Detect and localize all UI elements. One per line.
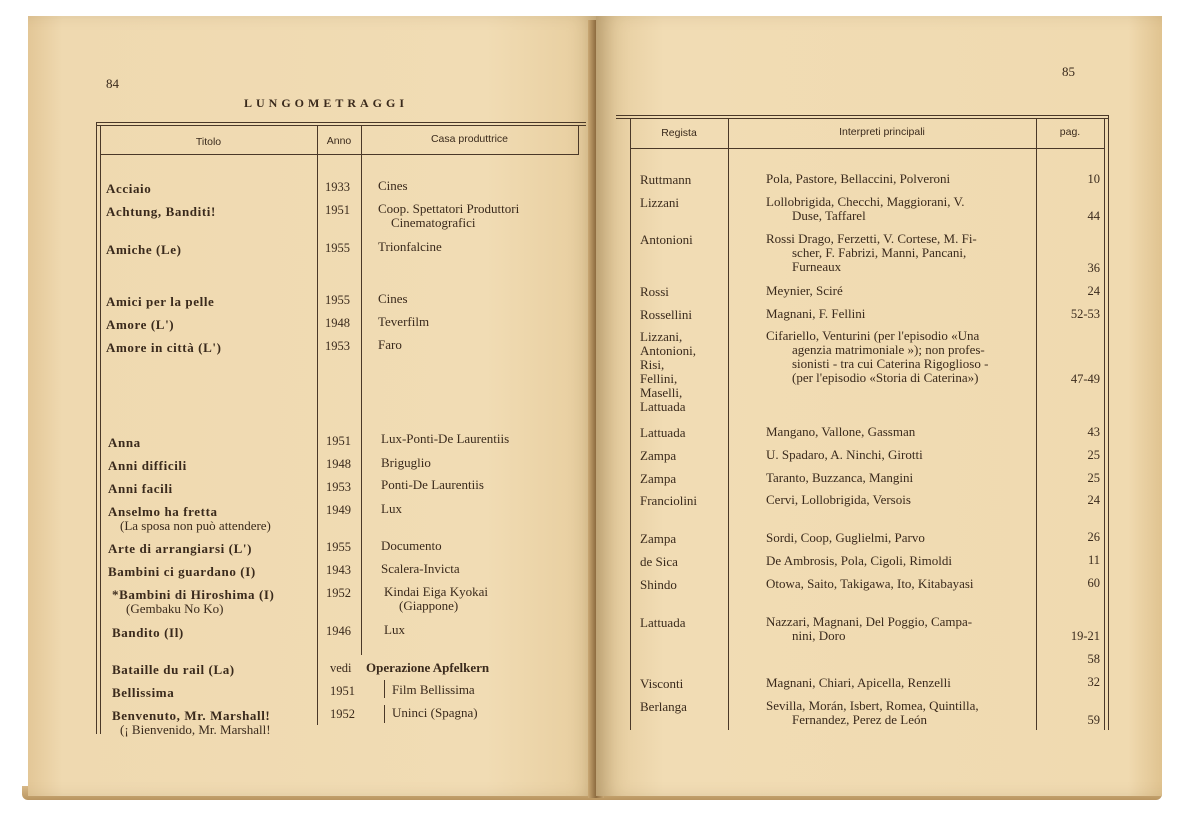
cast: Taranto, Buzzanca, Mangini	[766, 470, 914, 485]
film-title: Bandito (Il)	[112, 625, 184, 640]
page-ref: 36	[1087, 261, 1100, 275]
production-company: Cines	[378, 178, 408, 193]
cast: De Ambrosis, Pola, Cigoli, Rimoldi	[766, 553, 952, 568]
page-ref: 24	[1087, 493, 1100, 507]
page-ref: 25	[1087, 448, 1100, 462]
col-header-titolo: Titolo	[195, 136, 222, 148]
film-title: Bellissima	[112, 685, 175, 700]
production-company: Lux-Ponti-De Laurentiis	[381, 431, 510, 446]
cast: Furneaux	[792, 259, 842, 274]
film-title: Benvenuto, Mr. Marshall!	[112, 708, 271, 723]
page-ref: 44	[1087, 209, 1100, 223]
production-company: Film Bellissima	[392, 682, 475, 697]
film-year: 1948	[325, 316, 350, 330]
page-ref: 59	[1087, 713, 1100, 727]
film-title: Amore (L')	[106, 317, 175, 332]
film-title: Bataille du rail (La)	[112, 662, 235, 677]
film-year: 1952	[326, 586, 351, 600]
director: Lattuada	[640, 399, 686, 414]
film-year: 1948	[326, 457, 351, 471]
cast: Fernandez, Perez de León	[792, 712, 927, 727]
production-company: Trionfalcine	[378, 239, 442, 254]
director: Zampa	[640, 471, 677, 486]
cast: Duse, Taffarel	[792, 208, 866, 223]
production-company: Coop. Spettatori Produttori	[378, 201, 520, 216]
director: Antonioni,	[640, 343, 696, 358]
director: Risi,	[640, 357, 665, 372]
page-ref: 52-53	[1070, 307, 1100, 321]
cast: (per l'episodio «Storia di Caterina»)	[792, 370, 979, 385]
page-ref: 32	[1087, 675, 1100, 689]
director: Franciolini	[640, 493, 698, 508]
cast: U. Spadaro, A. Ninchi, Girotti	[766, 447, 923, 462]
director: Ruttmann	[640, 172, 692, 187]
film-subtitle: (La sposa non può attendere)	[120, 518, 271, 533]
director: Lattuada	[640, 425, 686, 440]
cast: Cervi, Lollobrigida, Versois	[766, 492, 911, 507]
director: Lizzani	[640, 195, 679, 210]
left-page	[28, 16, 600, 796]
film-year: 1955	[325, 293, 350, 307]
director: Antonioni	[640, 232, 693, 247]
film-year: 1952	[330, 707, 355, 721]
cast: sionisti - tra cui Caterina Rigoglioso -	[792, 356, 989, 371]
cast: Sordi, Coop, Guglielmi, Parvo	[766, 530, 925, 545]
left-page-number: 84	[106, 76, 119, 91]
director: Berlanga	[640, 699, 687, 714]
director: de Sica	[640, 554, 678, 569]
director: Lattuada	[640, 615, 686, 630]
cast: agenzia matrimoniale »); non profes-	[792, 342, 985, 357]
film-title: Anni facili	[108, 481, 173, 496]
section-heading: LUNGOMETRAGGI	[244, 96, 409, 110]
film-year: 1953	[325, 339, 350, 353]
cast: Sevilla, Morán, Isbert, Romea, Quintilla,	[766, 698, 979, 713]
cast: scher, F. Fabrizi, Manni, Pancani,	[792, 245, 967, 260]
film-title: Anni difficili	[108, 458, 187, 473]
cast: nini, Doro	[792, 628, 846, 643]
film-year: 1951	[330, 684, 355, 698]
page-ref: 60	[1087, 576, 1100, 590]
film-year: 1933	[325, 180, 350, 194]
right-page-number: 85	[1062, 64, 1075, 79]
director: Zampa	[640, 531, 677, 546]
film-year: 1951	[325, 203, 350, 217]
production-company: Documento	[381, 538, 442, 553]
production-company: Kindai Eiga Kyokai	[384, 584, 488, 599]
open-book	[22, 16, 1162, 802]
production-company: Ponti-De Laurentiis	[381, 477, 484, 492]
production-company: Uninci (Spagna)	[392, 705, 478, 720]
director: Maselli,	[640, 385, 683, 400]
film-title: Amiche (Le)	[106, 242, 182, 257]
page-ref: 10	[1087, 172, 1100, 186]
cast: Mangano, Vallone, Gassman	[766, 424, 916, 439]
cast: Rossi Drago, Ferzetti, V. Cortese, M. Fi-	[766, 231, 977, 246]
col-header-interpreti: Interpreti principali	[839, 126, 925, 138]
film-title: Amici per la pelle	[106, 294, 215, 309]
director: Fellini,	[640, 371, 678, 386]
page-ref: 24	[1087, 284, 1100, 298]
cast: Magnani, F. Fellini	[766, 306, 866, 321]
production-company: Cinematografici	[391, 215, 476, 230]
film-title: Anselmo ha fretta	[108, 504, 218, 519]
film-year: 1953	[326, 480, 351, 494]
director: Lizzani,	[640, 329, 683, 344]
film-title: Amore in città (L')	[106, 340, 222, 355]
cast: Otowa, Saito, Takigawa, Ito, Kitabayasi	[766, 576, 974, 591]
director: Shindo	[640, 577, 677, 592]
film-subtitle: (¡ Bienvenido, Mr. Marshall!	[120, 722, 271, 737]
page-ref: 19-21	[1070, 629, 1100, 643]
cast: Cifariello, Venturini (per l'episodio «Una	[766, 328, 980, 343]
film-year: 1951	[326, 434, 351, 448]
film-year: 1946	[326, 624, 351, 638]
page-ref: 25	[1087, 471, 1100, 485]
film-title: *Bambini di Hiroshima (I)	[112, 587, 275, 602]
film-title: Acciaio	[106, 181, 152, 196]
film-title: Bambini ci guardano (I)	[108, 564, 256, 579]
production-company: Cines	[378, 291, 408, 306]
col-header-regista: Regista	[661, 127, 697, 139]
page-ref: 11	[1087, 553, 1100, 567]
cast: Magnani, Chiari, Apicella, Renzelli	[766, 675, 951, 690]
film-year: vedi	[330, 661, 352, 675]
film-year: 1955	[326, 540, 351, 554]
film-title: Achtung, Banditi!	[106, 204, 216, 219]
col-header-pag: pag.	[1059, 126, 1081, 138]
page-ref: 26	[1087, 530, 1100, 544]
film-year: 1955	[325, 241, 350, 255]
film-year: 1943	[326, 563, 351, 577]
cast: Lollobrigida, Checchi, Maggiorani, V.	[766, 194, 965, 209]
production-company: (Giappone)	[399, 598, 459, 613]
production-company: Scalera-Invicta	[381, 561, 460, 576]
cross-reference: Operazione Apfelkern	[366, 660, 490, 675]
director: Zampa	[640, 448, 677, 463]
col-header-casa-produttrice: Casa produttrice	[430, 133, 509, 145]
page-ref: 47-49	[1070, 372, 1100, 386]
film-title: Anna	[108, 435, 141, 450]
cast: Nazzari, Magnani, Del Poggio, Campa-	[766, 614, 973, 629]
film-subtitle: (Gembaku No Ko)	[126, 601, 224, 616]
production-company: Briguglio	[381, 455, 431, 470]
director: Visconti	[640, 676, 684, 691]
production-company: Faro	[378, 337, 402, 352]
film-year: 1949	[326, 503, 351, 517]
right-page	[596, 16, 1162, 796]
production-company: Lux	[384, 622, 405, 637]
page-ref: 58	[1087, 652, 1100, 666]
cast: Pola, Pastore, Bellaccini, Polveroni	[766, 171, 951, 186]
production-company: Lux	[381, 501, 402, 516]
director: Rossi	[640, 284, 669, 299]
production-company: Teverfilm	[378, 314, 430, 329]
director: Rossellini	[640, 307, 693, 322]
col-header-anno: Anno	[326, 135, 352, 147]
film-title: Arte di arrangiarsi (L')	[108, 541, 253, 556]
cast: Meynier, Sciré	[766, 283, 843, 298]
page-ref: 43	[1087, 425, 1100, 439]
